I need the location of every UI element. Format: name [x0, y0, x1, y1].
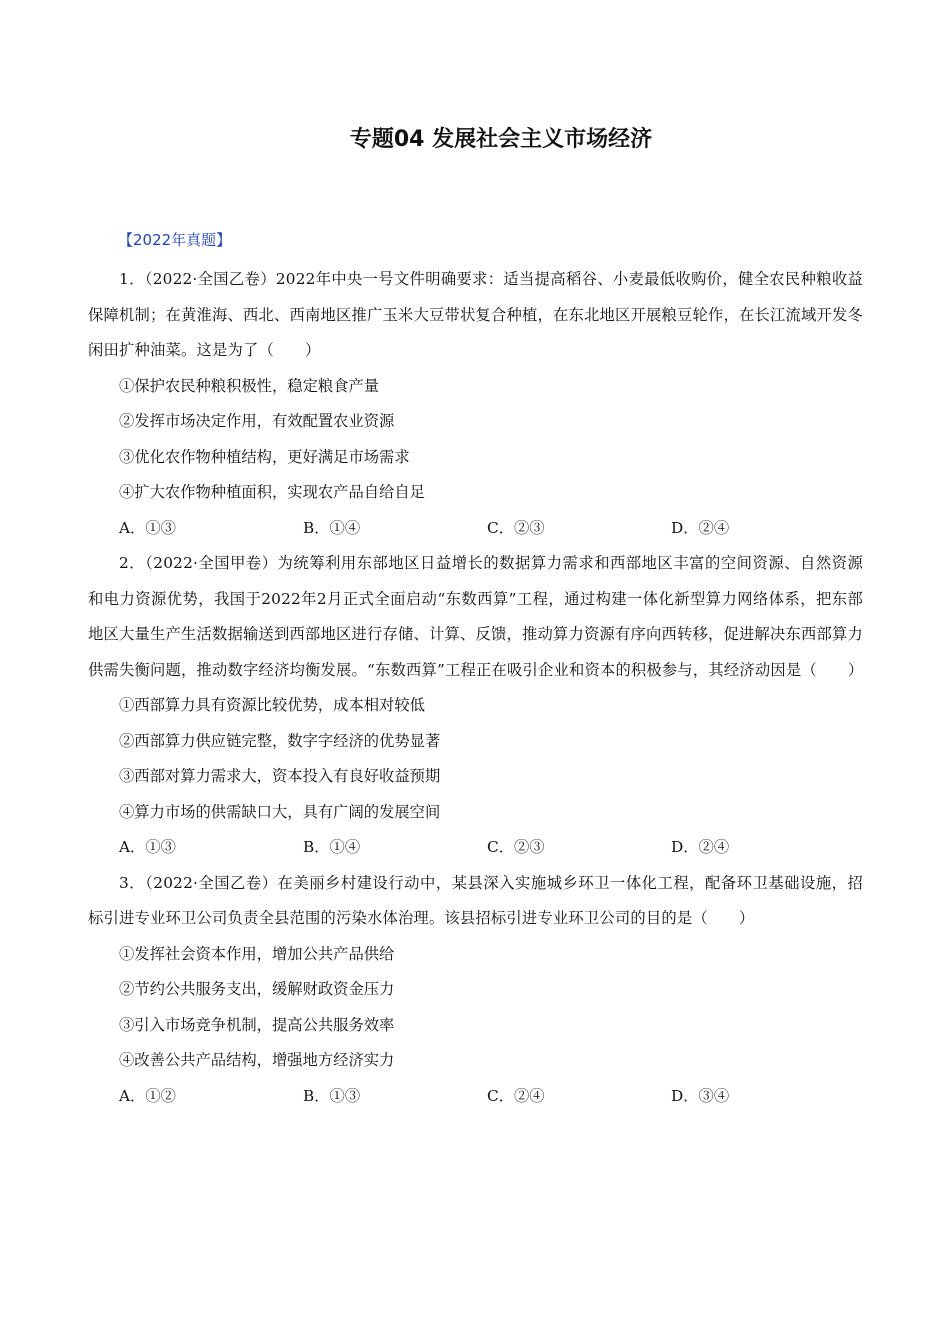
page-title: 专题04 发展社会主义市场经济: [349, 127, 653, 152]
choice-a: A．①②: [119, 1086, 176, 1105]
statement-option: ②西部算力供应链完整，数字字经济的优势显著: [119, 731, 441, 750]
answer-choices: [88, 830, 863, 866]
question-text: 3．（2022·全国乙卷）在美丽乡村建设行动中，某县深入实施城乡环卫一体化工程，配备环卫基础设施，招标引进专业环卫公司负责全县范围的污染水体治理。该县招标引进专业环卫公司的目的是（ ）: [88, 873, 863, 927]
statement-option: ①保护农民种粮积极性，稳定粮食产量: [119, 376, 380, 395]
answer-choices: [88, 511, 863, 547]
statement-option: ③西部对算力需求大，资本投入有良好收益预期: [119, 767, 441, 785]
statement-option: ③引入市场竞争机制，提高公共服务效率: [119, 1015, 395, 1034]
statement-option: ①发挥社会资本作用，增加公共产品供给: [119, 944, 395, 963]
answer-choices: [88, 1079, 863, 1115]
question-2: [88, 546, 863, 866]
choice-d: D．②④: [671, 838, 730, 856]
choice-c: C．②④: [487, 1086, 545, 1105]
choice-c: C．②③: [487, 518, 545, 537]
choice-c: C．②③: [487, 838, 545, 856]
statement-option: ④改善公共产品结构，增强地方经济实力: [119, 1051, 395, 1069]
choice-b: B．①④: [303, 838, 361, 856]
question-3: [88, 866, 863, 1115]
choice-d: D．③④: [671, 1086, 730, 1105]
choice-b: B．①④: [303, 518, 361, 537]
statement-option: ①西部算力具有资源比较优势，成本相对较低: [119, 696, 425, 714]
choice-d: D．②④: [671, 518, 730, 537]
question-list: [88, 262, 863, 1114]
question-text: 2．（2022·全国甲卷）为统筹利用东部地区日益增长的数据算力需求和西部地区丰富的空间资源、自然资源和电力资源优势，我国于2022年2月正式全面启动“东数西算”工程，通过构建一体化新型算力网络体系，把东部地区大量生产生活数据输送到西部地区进行存储、计算、反馈，推动算力资源有序向西转移，促进解决东西部算力供需失衡问题，推动数字经济均衡发展。“东数西算”工程正在吸引企业和资本的积极参与，其经济动因是（ ）: [88, 554, 864, 679]
statement-option: ④算力市场的供需缺口大，具有广阔的发展空间: [119, 802, 441, 821]
statement-option: ④扩大农作物种植面积，实现农产品自给自足: [119, 483, 425, 501]
statement-option: ③优化农作物种植结构，更好满足市场需求: [119, 447, 410, 466]
choice-a: A．①③: [119, 518, 176, 537]
statement-option: ②节约公共服务支出，缓解财政资金压力: [119, 980, 395, 998]
question-1: [88, 262, 863, 546]
choice-b: B．①③: [303, 1086, 361, 1105]
statement-option: ②发挥市场决定作用，有效配置农业资源: [119, 412, 395, 430]
section-label: 【2022年真题】: [118, 231, 232, 249]
question-text: 1．（2022·全国乙卷）2022年中央一号文件明确要求：适当提高稻谷、小麦最低收购价，健全农民种粮收益保障机制；在黄淮海、西北、西南地区推广玉米大豆带状复合种植，在东北地区开展粮豆轮作，在长江流域开发冬闲田扩种油菜。这是为了（ ）: [88, 270, 863, 359]
choice-a: A．①③: [119, 838, 176, 856]
